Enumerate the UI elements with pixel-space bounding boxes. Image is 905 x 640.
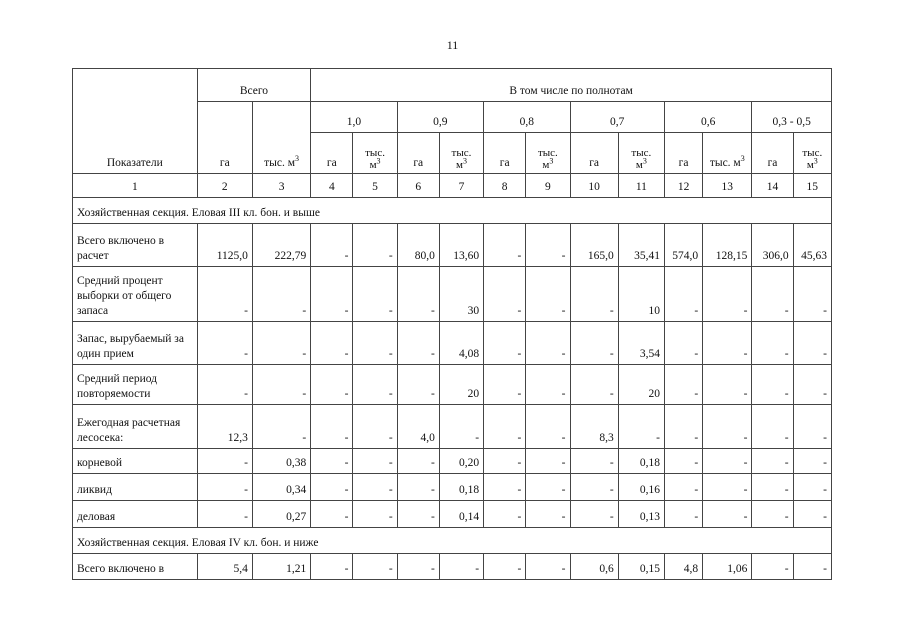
table-cell: -: [526, 474, 570, 501]
table-cell: -: [197, 322, 252, 365]
table-cell: -: [703, 405, 752, 449]
table-cell: -: [311, 322, 353, 365]
row-label: Средний период повторяемости: [73, 365, 198, 405]
table-cell: -: [664, 322, 702, 365]
table-cell: -: [793, 267, 831, 322]
table-cell: -: [484, 267, 526, 322]
table-cell: 0,13: [618, 501, 664, 528]
section-title-row: [73, 528, 832, 554]
table-cell: -: [570, 449, 618, 474]
total-ha-header: га: [197, 102, 252, 174]
table-cell: -: [703, 365, 752, 405]
table-cell: -: [252, 267, 310, 322]
table-cell: 165,0: [570, 224, 618, 267]
table-row: [73, 474, 832, 501]
table-cell: -: [664, 267, 702, 322]
density-header: 0,7: [570, 102, 664, 133]
table-cell: -: [752, 365, 793, 405]
table-cell: -: [311, 224, 353, 267]
row-label: Запас, вырубаемый за один прием: [73, 322, 198, 365]
table-cell: -: [353, 322, 397, 365]
column-number: 14: [752, 174, 793, 198]
table-cell: 8,3: [570, 405, 618, 449]
table-cell: -: [664, 449, 702, 474]
column-number: 1: [73, 174, 198, 198]
table-cell: -: [703, 267, 752, 322]
row-label: Средний процент выборки от общего запаса: [73, 267, 198, 322]
table-cell: -: [353, 224, 397, 267]
table-cell: -: [484, 365, 526, 405]
total-volume-header: тыс. $м^3$: [252, 102, 310, 174]
table-cell: -: [703, 501, 752, 528]
table-cell: -: [570, 474, 618, 501]
section-title: Хозяйственная секция. Еловая III кл. бон. и выше: [73, 198, 832, 224]
table-cell: -: [752, 554, 793, 580]
table-cell: -: [793, 474, 831, 501]
table-cell: 4,08: [439, 322, 483, 365]
table-cell: -: [570, 501, 618, 528]
column-number-row: [73, 174, 832, 198]
section-title-row: [73, 198, 832, 224]
table-cell: -: [526, 449, 570, 474]
column-number: 11: [618, 174, 664, 198]
table-cell: -: [197, 449, 252, 474]
table-cell: -: [397, 501, 439, 528]
table-cell: 12,3: [197, 405, 252, 449]
table-cell: 1125,0: [197, 224, 252, 267]
table-cell: 13,60: [439, 224, 483, 267]
table-cell: 0,27: [252, 501, 310, 528]
table-cell: -: [793, 405, 831, 449]
table-cell: 4,8: [664, 554, 702, 580]
table-cell: 0,16: [618, 474, 664, 501]
table-cell: -: [752, 267, 793, 322]
table-cell: -: [526, 405, 570, 449]
table-cell: -: [570, 322, 618, 365]
table-row: [73, 554, 832, 580]
table-cell: 0,18: [439, 474, 483, 501]
column-number: 10: [570, 174, 618, 198]
table-cell: -: [484, 501, 526, 528]
row-label: Всего включено в: [73, 554, 198, 580]
column-number: 3: [252, 174, 310, 198]
table-cell: -: [439, 405, 483, 449]
table-cell: -: [311, 449, 353, 474]
row-label: Ежегодная расчетная лесосека:: [73, 405, 198, 449]
table-cell: -: [397, 554, 439, 580]
indicators-header: Показатели: [73, 69, 198, 174]
column-number: 7: [439, 174, 483, 198]
table-cell: -: [752, 405, 793, 449]
table-cell: 10: [618, 267, 664, 322]
density-header: 0,8: [484, 102, 570, 133]
column-number: 6: [397, 174, 439, 198]
by-density-header: В том числе по полнотам: [311, 69, 832, 102]
table-cell: -: [252, 405, 310, 449]
table-cell: 30: [439, 267, 483, 322]
allowable-cut-table: [72, 68, 832, 580]
table-cell: -: [484, 405, 526, 449]
table-cell: -: [793, 554, 831, 580]
table-cell: -: [397, 322, 439, 365]
table-cell: -: [252, 365, 310, 405]
table-cell: 20: [439, 365, 483, 405]
table-cell: -: [484, 224, 526, 267]
row-label: ликвид: [73, 474, 198, 501]
table-cell: 0,20: [439, 449, 483, 474]
table-row: [73, 267, 832, 322]
table-cell: -: [311, 554, 353, 580]
table-row: [73, 449, 832, 474]
table-cell: 35,41: [618, 224, 664, 267]
table-cell: -: [703, 449, 752, 474]
table-cell: -: [703, 322, 752, 365]
row-label: корневой: [73, 449, 198, 474]
table-body: [73, 174, 832, 580]
table-cell: -: [664, 474, 702, 501]
table-cell: 1,21: [252, 554, 310, 580]
table-cell: -: [793, 322, 831, 365]
ha-subheader: га: [664, 133, 702, 174]
volume-subheader: тыс. $м^3$: [618, 133, 664, 174]
table-cell: 0,15: [618, 554, 664, 580]
table-row: [73, 365, 832, 405]
table-cell: 45,63: [793, 224, 831, 267]
table-cell: -: [311, 267, 353, 322]
table-cell: -: [311, 501, 353, 528]
table-cell: 0,14: [439, 501, 483, 528]
volume-subheader: тыс. $м^3$: [526, 133, 570, 174]
table-cell: 80,0: [397, 224, 439, 267]
table-cell: -: [793, 449, 831, 474]
table-cell: -: [439, 554, 483, 580]
column-number: 12: [664, 174, 702, 198]
table-cell: -: [526, 224, 570, 267]
column-number: 9: [526, 174, 570, 198]
table-cell: -: [197, 267, 252, 322]
table-cell: -: [752, 474, 793, 501]
table-cell: -: [311, 405, 353, 449]
ha-subheader: га: [397, 133, 439, 174]
row-label: деловая: [73, 501, 198, 528]
table-cell: 4,0: [397, 405, 439, 449]
table-cell: -: [397, 267, 439, 322]
density-header: 0,6: [664, 102, 751, 133]
page-number: 11: [446, 38, 459, 52]
volume-subheader: тыс. $м^3$: [793, 133, 831, 174]
table-cell: 574,0: [664, 224, 702, 267]
table-cell: 20: [618, 365, 664, 405]
table-row: [73, 224, 832, 267]
column-number: 4: [311, 174, 353, 198]
density-header: 0,3 - 0,5: [752, 102, 832, 133]
column-number: 15: [793, 174, 831, 198]
ha-subheader: га: [484, 133, 526, 174]
table-cell: -: [353, 474, 397, 501]
column-number: 5: [353, 174, 397, 198]
volume-subheader: тыс. $м^3$: [439, 133, 483, 174]
table-cell: -: [397, 365, 439, 405]
total-header: Всего: [197, 69, 311, 102]
table-cell: -: [252, 322, 310, 365]
table-cell: -: [353, 365, 397, 405]
table-cell: -: [793, 365, 831, 405]
table-cell: -: [526, 554, 570, 580]
table-cell: -: [397, 474, 439, 501]
column-number: 2: [197, 174, 252, 198]
table-cell: -: [484, 474, 526, 501]
table-cell: -: [353, 405, 397, 449]
section-title: Хозяйственная секция. Еловая IV кл. бон. и ниже: [73, 528, 832, 554]
table-cell: 222,79: [252, 224, 310, 267]
table-cell: -: [484, 449, 526, 474]
density-header: 1,0: [311, 102, 397, 133]
table-cell: -: [353, 501, 397, 528]
density-header: 0,9: [397, 102, 483, 133]
table-cell: -: [664, 501, 702, 528]
table-row: [73, 501, 832, 528]
table-row: [73, 322, 832, 365]
table-cell: -: [752, 449, 793, 474]
table-cell: -: [353, 449, 397, 474]
ha-subheader: га: [752, 133, 793, 174]
table-cell: 0,38: [252, 449, 310, 474]
table-cell: -: [311, 474, 353, 501]
table-cell: -: [311, 365, 353, 405]
table-cell: -: [197, 501, 252, 528]
table-cell: -: [570, 267, 618, 322]
table-cell: -: [526, 501, 570, 528]
table-cell: 0,6: [570, 554, 618, 580]
table-cell: -: [618, 405, 664, 449]
table-cell: -: [397, 449, 439, 474]
row-label: Всего включено в расчет: [73, 224, 198, 267]
table-cell: 0,34: [252, 474, 310, 501]
table-cell: -: [664, 405, 702, 449]
volume-subheader: тыс. $м^3$: [353, 133, 397, 174]
table-cell: -: [526, 322, 570, 365]
table-cell: -: [484, 554, 526, 580]
table-cell: -: [752, 322, 793, 365]
table-cell: -: [353, 267, 397, 322]
table-cell: -: [526, 267, 570, 322]
table-cell: -: [570, 365, 618, 405]
table-cell: -: [703, 474, 752, 501]
table-cell: -: [353, 554, 397, 580]
table-cell: 1,06: [703, 554, 752, 580]
table-cell: 128,15: [703, 224, 752, 267]
table-cell: 3,54: [618, 322, 664, 365]
table-cell: -: [526, 365, 570, 405]
table-cell: 306,0: [752, 224, 793, 267]
table-cell: -: [197, 365, 252, 405]
table-cell: -: [197, 474, 252, 501]
table-cell: -: [752, 501, 793, 528]
table-cell: -: [664, 365, 702, 405]
ha-subheader: га: [311, 133, 353, 174]
table-row: [73, 405, 832, 449]
table-cell: 5,4: [197, 554, 252, 580]
ha-subheader: га: [570, 133, 618, 174]
column-number: 8: [484, 174, 526, 198]
column-number: 13: [703, 174, 752, 198]
table-cell: 0,18: [618, 449, 664, 474]
volume-subheader: тыс. $м^3$: [703, 133, 752, 174]
table-cell: -: [484, 322, 526, 365]
table-cell: -: [793, 501, 831, 528]
